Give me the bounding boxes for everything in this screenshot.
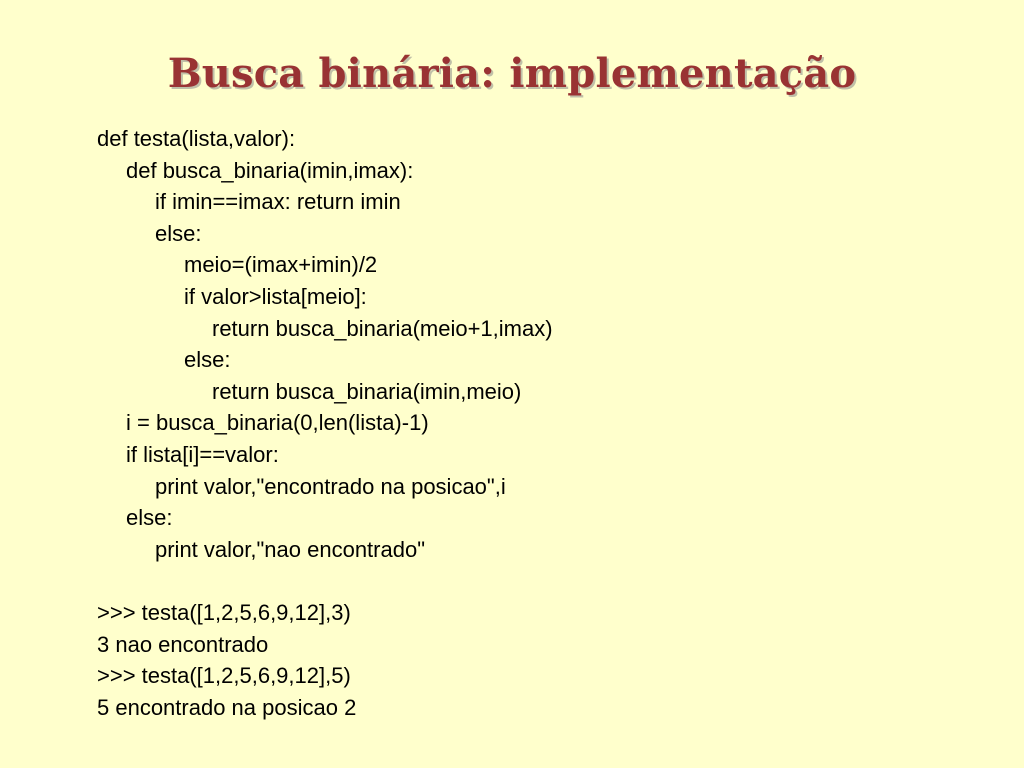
code-block [97,123,957,723]
slide-title: Busca binária: implementação [167,50,857,97]
code-line: print valor,"encontrado na posicao",i [155,473,506,499]
code-line: meio=(imax+imin)/2 [184,252,378,278]
code-line: def busca_binaria(imin,imax): [126,157,414,183]
code-line: if valor>lista[meio]: [184,283,367,309]
code-line: def testa(lista,valor): [97,126,296,151]
code-line: else: [126,505,173,531]
output-line: 3 nao encontrado [97,631,269,657]
output-line: >>> testa([1,2,5,6,9,12],5) [97,663,351,689]
code-line: if lista[i]==valor: [126,441,279,467]
code-line: else: [184,347,231,373]
code-line: print valor,"nao encontrado" [155,536,426,562]
code-line: if imin==imax: return imin [155,189,401,215]
output-line: >>> testa([1,2,5,6,9,12],3) [97,599,351,625]
output-line: 5 encontrado na posicao 2 [97,694,357,720]
code-line: i = busca_binaria(0,len(lista)-1) [126,410,429,436]
code-line: return busca_binaria(imin,meio) [212,378,522,404]
blank-line [97,565,957,597]
code-line: return busca_binaria(meio+1,imax) [212,315,553,341]
code-line: else: [155,220,202,246]
